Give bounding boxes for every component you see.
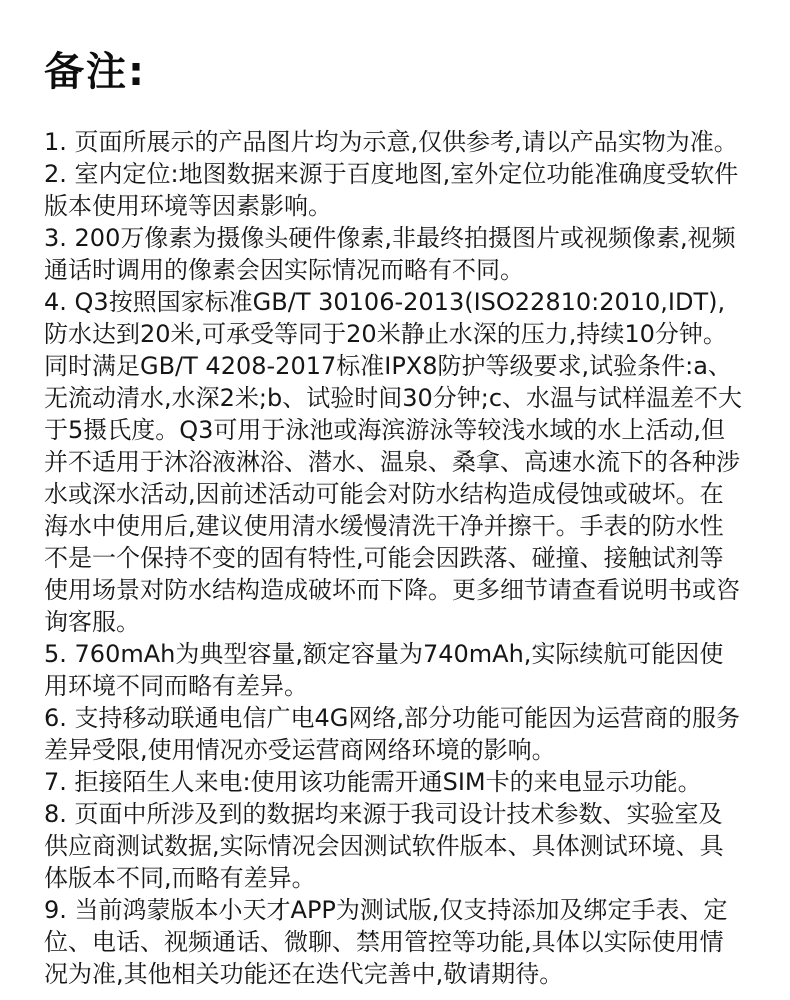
note-item-3: 3. 200万像素为摄像头硬件像素,非最终拍摄图片或视频像素,视频通话时调用的像素会因实际情况而略有不同。 xyxy=(44,224,736,284)
note-item-6: 6. 支持移动联通电信广电4G网络,部分功能可能因为运营商的服务差异受限,使用情况亦受运营商网络环境的影响。 xyxy=(44,704,741,764)
note-item-1: 1. 页面所展示的产品图片均为示意,仅供参考,请以产品实物为准。 xyxy=(44,128,738,156)
note-item-2: 2. 室内定位:地图数据来源于百度地图,室外定位功能准确度受软件版本使用环境等因素影响。 xyxy=(44,160,739,220)
note-item-4: 4. Q3按照国家标准GB/T 30106-2013(ISO22810:2010,IDT),防水达到20米,可承受等同于20米静止水深的压力,持续10分钟。同时满足GB/T 4208-2017标准IPX8防护等级要求,试验条件:a、无流动清水,水深2米;b、试验时间30分钟;c、水温与试样温差不大于5摄氏度。Q3可用于泳池或海滨游泳等较浅水域的水上活动,但并不适用于沐浴液淋浴、潜水、温泉、桑拿、高速水流下的各种涉水或深水活动,因前述活动可能会对防水结构造成侵蚀或破坏。在海水中使用后,建议使用清水缓慢清洗干净并擦干。手表的防水性不是一个保持不变的固有特性,可能会因跌落、碰撞、接触试剂等使用场景对防水结构造成破坏而下降。更多细节请查看说明书或咨询客服。 xyxy=(44,288,743,636)
page-title: 备注: xyxy=(44,49,146,95)
note-item-8: 8. 页面中所涉及到的数据均来源于我司设计技术参数、实验室及供应商测试数据,实际情况会因测试软件版本、具体测试环境、具体版本不同,而略有差异。 xyxy=(44,800,724,892)
note-item-9: 9. 当前鸿蒙版本小天才APP为测试版,仅支持添加及绑定手表、定位、电话、视频通话、微聊、禁用管控等功能,具体以实际使用情况为准,其他相关功能还在迭代完善中,敬请期待。 xyxy=(44,896,728,988)
note-item-5: 5. 760mAh为典型容量,额定容量为740mAh,实际续航可能因使用环境不同而略有差异。 xyxy=(44,640,724,700)
note-item-7: 7. 拒接陌生人来电:使用该功能需开通SIM卡的来电显示功能。 xyxy=(44,768,702,796)
notes-list xyxy=(44,126,746,990)
